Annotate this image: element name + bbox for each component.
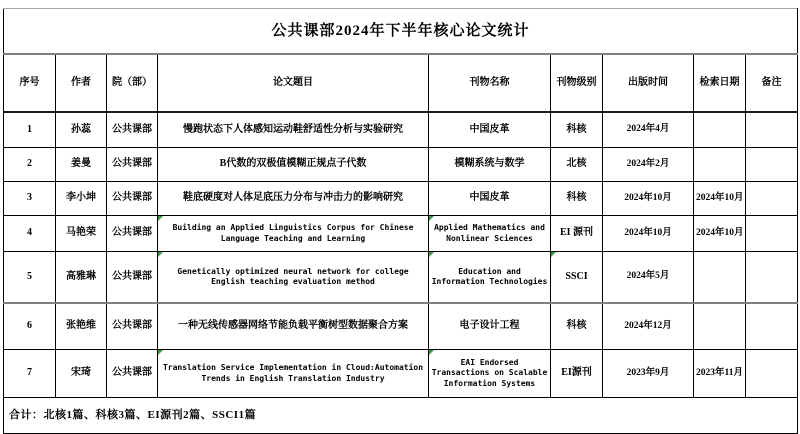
cell-journal: 中国皮革 [429,112,551,148]
cell-publish-date: 2024年10月 [603,182,694,216]
cell-dept: 公共课部 [107,216,158,252]
table-row [4,112,798,148]
cell-level: EI源刊 [551,350,603,398]
error-indicator-icon [158,216,163,221]
core-paper-statistics-table [3,8,798,434]
cell-index-date [694,252,746,304]
cell-index-date: 2024年10月 [694,216,746,252]
cell-dept: 公共课部 [107,182,158,216]
cell-index-date: 2023年11月 [694,350,746,398]
cell-remark [746,112,798,148]
cell-level: EI 源刊 [551,216,603,252]
table-header-row [4,54,798,112]
cell-remark [746,350,798,398]
column-header-author: 作者 [56,54,107,112]
cell-paper-title: 慢跑状态下人体感知运动鞋舒适性分析与实验研究 [158,112,429,148]
cell-dept: 公共课部 [107,252,158,304]
cell-seq: 7 [4,350,56,398]
table-row [4,182,798,216]
cell-paper-title: 鞋底硬度对人体足底压力分布与冲击力的影响研究 [158,182,429,216]
cell-text: SSCI [565,270,588,282]
error-indicator-icon [429,252,434,257]
cell-paper-title [158,252,429,304]
cell-seq: 5 [4,252,56,304]
column-header-level: 刊物级别 [551,54,603,112]
cell-publish-date: 2024年5月 [603,252,694,304]
cell-text: Applied Mathematics and Nonlinear Sciences [434,223,545,243]
column-header-dept: 院（部） [107,54,158,112]
table-row [4,303,798,350]
table-title-row [4,9,798,55]
column-header-journal: 刊物名称 [429,54,551,112]
cell-index-date [694,112,746,148]
cell-index-date [694,303,746,350]
cell-publish-date: 2024年10月 [603,216,694,252]
cell-text: EAI Endorsed Transactions on Scalable Information Systems [431,357,548,388]
cell-paper-title [158,350,429,398]
cell-publish-date: 2024年4月 [603,112,694,148]
table-row [4,216,798,252]
table-summary-row [4,398,798,434]
table-row [4,252,798,304]
cell-author: 李小坤 [56,182,107,216]
cell-text: Education and Information Technologies [431,266,548,286]
cell-seq: 3 [4,182,56,216]
cell-author: 高雅琳 [56,252,107,304]
error-indicator-icon [429,350,434,355]
summary-text: 合计：北核1篇、科核3篇、EI源刊2篇、SSCI1篇 [4,398,798,434]
column-header-seq: 序号 [4,54,56,112]
cell-publish-date: 2024年12月 [603,303,694,350]
column-header-index-date: 检索日期 [694,54,746,112]
cell-seq: 1 [4,112,56,148]
cell-text: Building an Applied Linguistics Corpus for Chinese Language Teaching and Learning [172,223,414,243]
cell-level: 科核 [551,112,603,148]
cell-journal: 模糊系统与数学 [429,148,551,182]
cell-journal: 电子设计工程 [429,303,551,350]
cell-remark [746,216,798,252]
cell-journal: 中国皮革 [429,182,551,216]
cell-publish-date: 2023年9月 [603,350,694,398]
cell-author: 孙蕊 [56,112,107,148]
cell-remark [746,252,798,304]
table-row [4,148,798,182]
cell-dept: 公共课部 [107,303,158,350]
cell-text: Translation Service Implementation in Cloud:Automation Trends in English Translation Industry [162,363,424,383]
cell-journal [429,216,551,252]
cell-level: 科核 [551,303,603,350]
cell-text: Genetically optimized neural network for college English teaching evaluation method [177,266,409,286]
cell-author: 姜曼 [56,148,107,182]
column-header-publish-date: 出版时间 [603,54,694,112]
cell-dept: 公共课部 [107,112,158,148]
error-indicator-icon [158,350,163,355]
cell-seq: 4 [4,216,56,252]
cell-journal [429,350,551,398]
cell-remark [746,303,798,350]
cell-journal [429,252,551,304]
cell-paper-title: B代数的双极值模糊正规点子代数 [158,148,429,182]
cell-author: 宋琦 [56,350,107,398]
cell-seq: 2 [4,148,56,182]
cell-remark [746,148,798,182]
column-header-remark: 备注 [746,54,798,112]
column-header-paper-title: 论文题目 [158,54,429,112]
cell-paper-title: 一种无线传感器网络节能负载平衡树型数据聚合方案 [158,303,429,350]
cell-author: 马艳荣 [56,216,107,252]
cell-dept: 公共课部 [107,350,158,398]
cell-index-date [694,148,746,182]
cell-dept: 公共课部 [107,148,158,182]
cell-index-date: 2024年10月 [694,182,746,216]
cell-remark [746,182,798,216]
cell-level [551,252,603,304]
cell-publish-date: 2024年2月 [603,148,694,182]
page-title: 公共课部2024年下半年核心论文统计 [4,9,798,55]
error-indicator-icon [429,216,434,221]
cell-author: 张艳维 [56,303,107,350]
cell-paper-title [158,216,429,252]
cell-seq: 6 [4,303,56,350]
table-row [4,350,798,398]
error-indicator-icon [158,252,163,257]
cell-level: 北核 [551,148,603,182]
cell-level: 科核 [551,182,603,216]
error-indicator-icon [551,252,556,257]
